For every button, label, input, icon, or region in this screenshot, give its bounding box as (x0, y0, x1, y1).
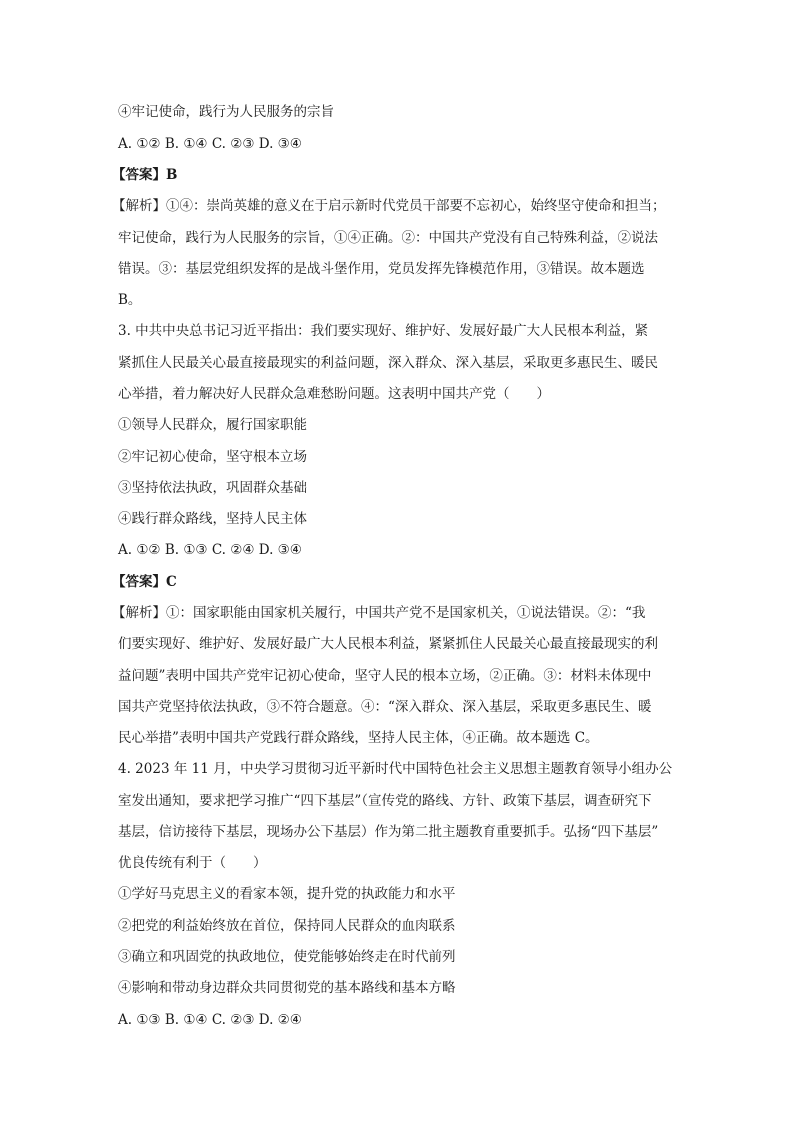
explanation-text: 错误。③：基层党组织发挥的是战斗堡作用，党员发挥先锋模范作用，③错误。故本题选 (118, 261, 645, 277)
answer-choices: A. ①② B. ①④ C. ②③ D. ③④ (118, 136, 302, 152)
question-4-option: ③确立和巩固党的执政地位，使党能够始终走在时代前列 (118, 949, 456, 965)
question-4-option: ①学好马克思主义的看家本领，提升党的执政能力和水平 (118, 886, 456, 902)
question-4-stem: 基层，信访接待下基层，现场办公下基层）作为第二批主题教育重要抓手。弘扬“四下基层” (118, 824, 659, 840)
question-4-stem: 室发出通知，要求把学习推广“四下基层”（宣传党的路线、方针、政策下基层，调查研究下 (118, 793, 652, 809)
question-4-stem: 4. 2023 年 11 月，中央学习贯彻习近平新时代中国特色社会主义思想主题教育领导小组办公 (118, 761, 673, 777)
question-4-stem: 优良传统有利于（ ） (118, 855, 267, 871)
explanation-text: 【解析】①④：崇尚英雄的意义在于启示新时代党员干部要不忘初心，始终坚守使命和担当； (112, 198, 666, 214)
answer-choices: A. ①③ B. ①④ C. ②③ D. ②④ (118, 1012, 302, 1028)
question-3-option: ③坚持依法执政，巩固群众基础 (118, 480, 307, 496)
question-4-option: ②把党的利益始终放在首位，保持同人民群众的血肉联系 (118, 918, 456, 934)
explanation-text: 民心举措”表明中国共产党践行群众路线，坚持人民主体，④正确。故本题选 C。 (118, 730, 599, 746)
answer-label: 【答案】C (112, 574, 177, 590)
explanation-text: 益问题”表明中国共产党牢记初心使命，坚守人民的根本立场，②正确。③：材料未体现中 (118, 668, 652, 684)
explanation-text: 国共产党坚持依法执政，③不符合题意。④：“深入群众、深入基层，采取更多惠民生、暖 (118, 699, 652, 715)
answer-label: 【答案】B (112, 167, 178, 183)
option-4-text: ④牢记使命，践行为人民服务的宗旨 (118, 104, 334, 120)
explanation-text: 【解析】①：国家职能由国家机关履行，中国共产党不是国家机关，①说法错误。②：“我 (112, 605, 646, 621)
question-3-option: ②牢记初心使命，坚守根本立场 (118, 449, 307, 465)
explanation-text: B。 (118, 292, 142, 308)
question-3-stem: 3. 中共中央总书记习近平指出：我们要实现好、维护好、发展好最广大人民根本利益，紧 (118, 323, 649, 339)
explanation-text: 们要实现好、维护好、发展好最广大人民根本利益，紧紧抓住人民最关心最直接最现实的利 (118, 636, 658, 652)
question-3-stem: 心举措，着力解决好人民群众急难愁盼问题。这表明中国共产党（ ） (118, 386, 550, 402)
question-3-option: ①领导人民群众，履行国家职能 (118, 417, 307, 433)
question-4-option: ④影响和带动身边群众共同贯彻党的基本路线和基本方略 (118, 980, 456, 996)
question-3-stem: 紧抓住人民最关心最直接最现实的利益问题，深入群众、深入基层，采取更多惠民生、暖民 (118, 355, 658, 371)
answer-choices: A. ①② B. ①③ C. ②④ D. ③④ (118, 542, 302, 558)
explanation-text: 牢记使命，践行为人民服务的宗旨，①④正确。②：中国共产党没有自己特殊利益，②说法 (118, 230, 658, 246)
question-3-option: ④践行群众路线，坚持人民主体 (118, 511, 307, 527)
